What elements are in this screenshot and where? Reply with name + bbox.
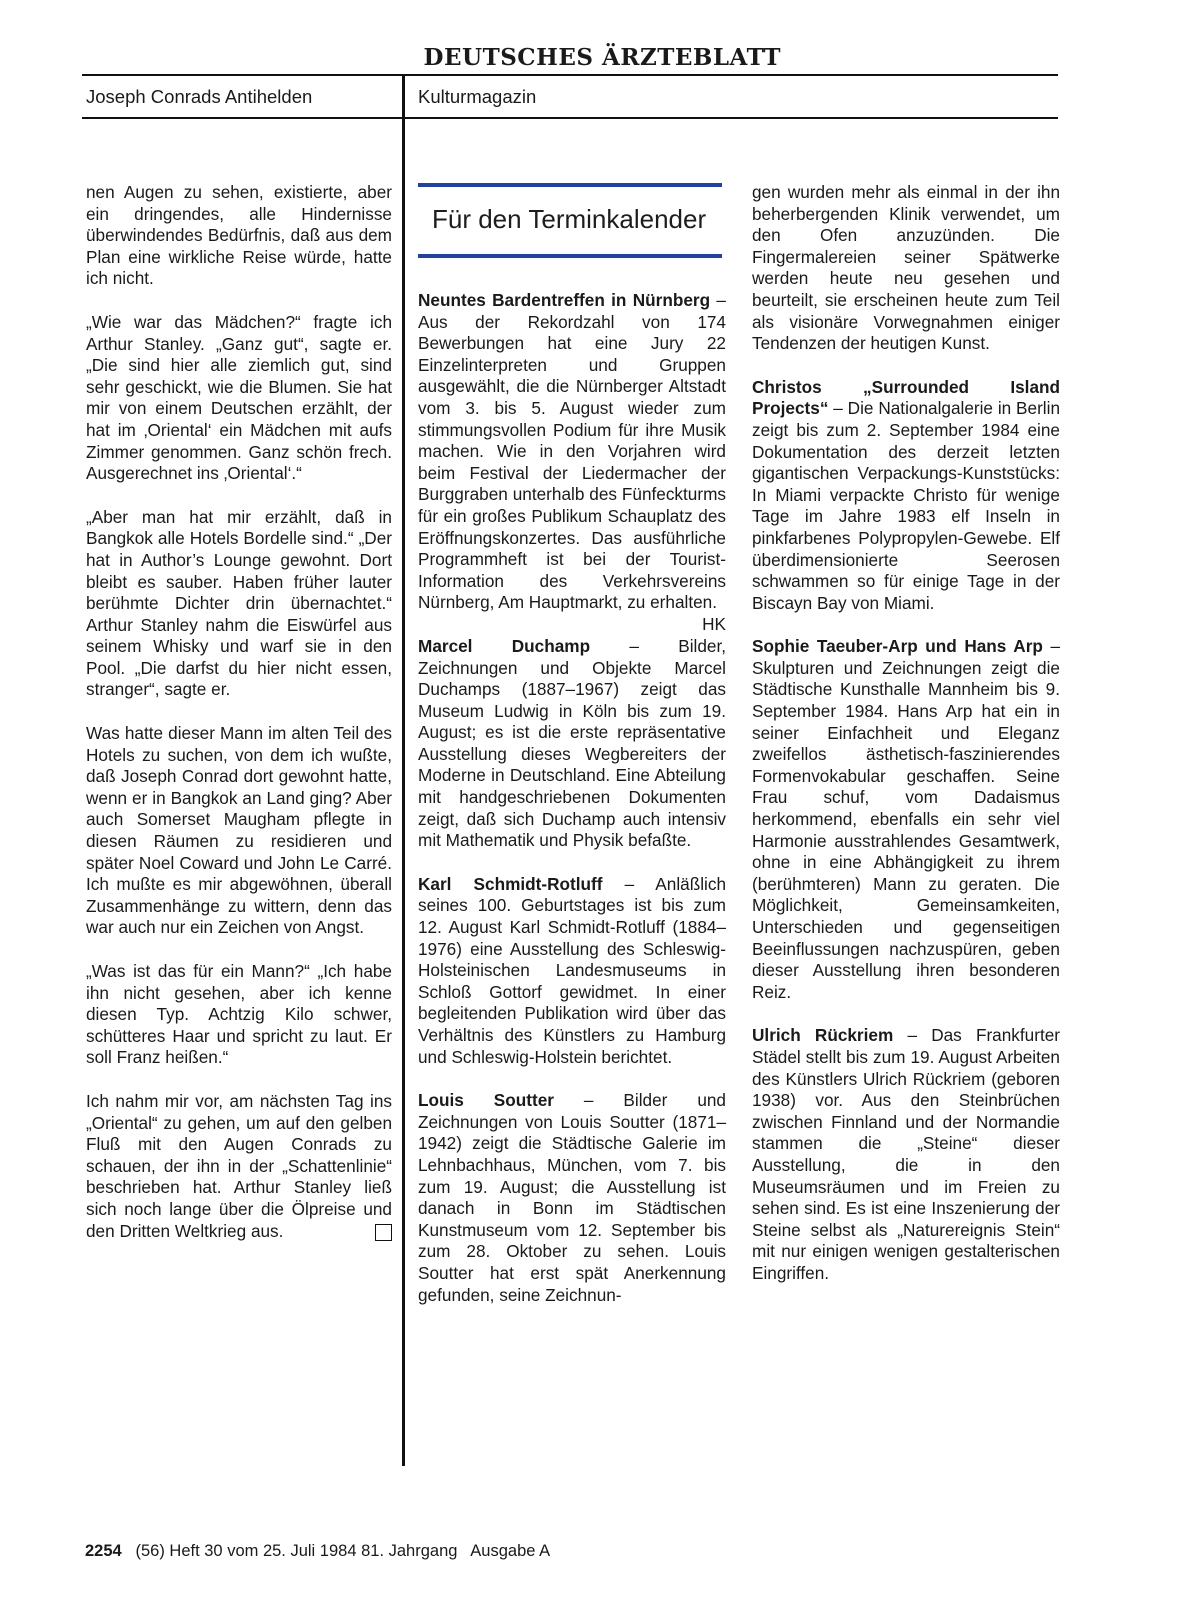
- event-title: Karl Schmidt-Rotluff: [418, 873, 603, 894]
- title-rule-bottom: [418, 254, 722, 258]
- section-title: Für den Terminkalender: [432, 204, 707, 234]
- paragraph: Ich nahm mir vor, am nächsten Tag ins „Oriental“ zu gehen, um auf den gelben Fluß mit den Augen Conrads zu schauen, der ihn in der „Schattenlinie“ beschrieben hat. Arthur Stanley ließ sich noch lange über die Ölpreise und den Dritten Weltkrieg aus.: [86, 1090, 392, 1241]
- event-item: Christos „Surrounded Island Projects“ – Die Nationalgalerie in Berlin zeigt bis zum 2. September 1984 eine Dokumentation des derzeit letzten gigantischen Verpackungs-Kunststücks: In Miami verpackte Christo für wenige Tage im Jahre 1983 elf Inseln in pinkfarbenes Polypropylen-Gewebe. Elf überdimensionierte Seerosen schwammen so für einige Tage in der Biscayn Bay von Miami.: [752, 376, 1060, 613]
- masthead-rule: [82, 74, 1058, 76]
- edition-label: Ausgabe A: [470, 1542, 551, 1560]
- events-column-2: [418, 290, 726, 1306]
- column-divider: [402, 76, 405, 1466]
- issue-info: (56) Heft 30 vom 25. Juli 1984 81. Jahrgang: [135, 1542, 458, 1560]
- header-section-category: Kulturmagazin: [418, 86, 537, 107]
- event-title: Sophie Taeuber-Arp und Hans Arp: [752, 636, 1043, 657]
- article-column-1: [86, 182, 392, 1242]
- paragraph: gen wurden mehr als einmal in der ihn beherbergenden Klinik verwendet, um den Ofen anzuzünden. Die Fingermalereien seiner Spätwerke werden heute neu gesehen und beurteilt, sie erscheinen heute zum Teil als visionäre Vorwegnahmen einiger Tendenzen der heutigen Kunst.: [752, 182, 1060, 354]
- author-signature: HK: [702, 613, 726, 634]
- paragraph: „Wie war das Mädchen?“ fragte ich Arthur Stanley. „Ganz gut“, sagte er. „Die sind hier alle ziemlich gut, sind sehr geschickt, wie die Blumen. Sie hat mir von einem Deutschen erzählt, der hat im ‚Oriental‘ ein Mädchen mit aufs Zimmer genommen. Ganz schön frech. Ausgerechnet ins ‚Oriental‘.“: [86, 311, 392, 484]
- header-rule: [82, 117, 1058, 119]
- page-number: 2254: [85, 1542, 122, 1560]
- paragraph: „Was ist das für ein Mann?“ „Ich habe ihn nicht gesehen, aber ich kenne diesen Typ. Achtzig Kilo schwer, schütteres Haar und spricht zu laut. Er soll Franz heißen.“: [86, 961, 392, 1068]
- paragraph: nen Augen zu sehen, existierte, aber ein dringendes, alle Hindernisse überwindendes Bedürfnis, daß aus dem Plan eine wirkliche Reise würde, hatte ich nicht.: [86, 182, 392, 289]
- paragraph: Was hatte dieser Mann im alten Teil des Hotels zu suchen, von dem ich wußte, daß Joseph Conrad dort gewohnt hatte, wenn er in Bangkok an Land ging? Aber auch Somerset Maugham pflegte in diesen Räumen zu residieren und später Noel Coward und John Le Carré. Ich mußte es mir abgewöhnen, überall Zusammenhänge zu wittern, denn das war auch nur ein Zeichen von Angst.: [86, 723, 392, 938]
- event-item: Karl Schmidt-Rotluff – Anläßlich seines 100. Geburtstages ist bis zum 12. August Karl Schmidt-Rotluff (1884–1976) eine Ausstellung des Schleswig-Holsteinischen Landesmuseums in Schloß Gottorf gewidmet. In einer begleitenden Publikation wird über das Verhältnis des Künstlers zu Hamburg und Schleswig-Holstein berichtet.: [418, 873, 726, 1067]
- end-of-article-icon: [375, 1224, 392, 1241]
- event-item: Louis Soutter – Bilder und Zeichnungen von Louis Soutter (1871–1942) zeigt die Städtische Galerie im Lehnbachhaus, München, vom 7. bis zum 19. August; die Ausstellung ist danach in Bonn im Städtischen Kunstmuseum vom 12. September bis zum 28. Oktober zu sehen. Louis Soutter hat erst spät Anerkennung gefunden, seine Zeichnun-: [418, 1090, 726, 1305]
- event-item: Ulrich Rückriem – Das Frankfurter Städel stellt bis zum 19. August Arbeiten des Künstlers Ulrich Rückriem (geboren 1938) vor. Aus den Steinbrüchen zwischen Finnland und der Normandie stammen die „Steine“ dieser Ausstellung, die in den Museumsräumen und im Freien zu sehen sind. Es ist eine Inszenierung der Steine selbst als „Naturereignis Stein“ mit nur einigen wenigen gestalterischen Eingriffen.: [752, 1025, 1061, 1283]
- event-title: Marcel Duchamp: [418, 635, 591, 656]
- events-column-3: [752, 182, 1060, 1285]
- paragraph: „Aber man hat mir erzählt, daß in Bangkok alle Hotels Bordelle sind.“ „Der hat in Author’s Lounge gewohnt. Dort bleibt es sauber. Haben früher lauter berühmte Dichter drin übernachtet.“ Arthur Stanley nahm die Eiswürfel aus seinem Whisky und warf sie in den Pool. „Die darfst du hier nicht essen, stranger“, sagte er.: [86, 506, 392, 700]
- event-item: Neuntes Bardentreffen in Nürnberg – Aus der Rekordzahl von 174 Bewerbungen hat eine Jury 22 Einzelinterpreten und Gruppen ausgewählt, die die Nürnberger Altstadt vom 3. bis 5. August wieder zum stimmungsvollen Podium für ihre Musik machen. Wie in den Vorjahren wird beim Festival der Liedermacher der Burggraben unterhalb des Fünfeckturms für ein großes Publikum Schauplatz des Eröffnungskonzertes. Das ausführliche Programmheft ist bei der Tourist-Information des Verkehrsvereins Nürnberg, Am Hauptmarkt, zu erhalten. HK: [418, 290, 726, 634]
- title-rule-top: [418, 183, 722, 187]
- event-title: Neuntes Bardentreffen in Nürnberg: [418, 290, 711, 310]
- event-item: Sophie Taeuber-Arp und Hans Arp – Skulpturen und Zeichnungen zeigt die Städtische Kunsthalle Mannheim bis 9. September 1984. Hans Arp hat ein in seiner Einfachheit und Eleganz zweifellos ästhetisch-faszinierendes Formenvokabular geschaffen. Seine Frau schuf, vom Dadaismus herkommend, ebenfalls ein sehr viel Harmonie ausstrahlendes Gesamtwerk, ohne in eine Abhängigkeit zu ihrem (berühmteren) Mann zu geraten. Die Möglichkeit, Gemeinsamkeiten, Unterschieden und gegenseitigen Beeinflussungen nachzuspüren, geben dieser Ausstellung ihren besonderen Reiz.: [752, 636, 1060, 1002]
- event-title: Louis Soutter: [418, 1090, 554, 1111]
- event-item: Marcel Duchamp – Bilder, Zeichnungen und Objekte Marcel Duchamps (1887–1967) zeigt das Museum Ludwig in Köln bis zum 19. August; es ist die erste repräsentative Ausstellung dieses Wegbereiters der Moderne in Deutschland. Eine Abteilung mit handgeschriebenen Dokumenten zeigt, daß sich Duchamp auch intensiv mit Mathematik und Physik befaßte.: [418, 635, 726, 851]
- event-title: Ulrich Rückriem: [752, 1025, 894, 1046]
- page-footer: [85, 1542, 550, 1561]
- masthead: DEUTSCHES ÄRZTEBLATT: [423, 44, 781, 71]
- event-title: Christos „Surrounded Island Projects“: [752, 376, 1060, 419]
- header-section-title: Joseph Conrads Antihelden: [86, 86, 313, 107]
